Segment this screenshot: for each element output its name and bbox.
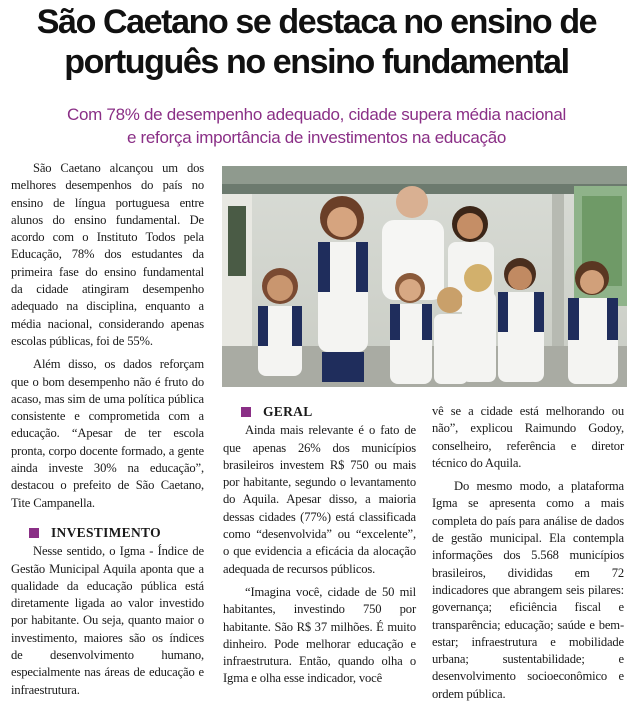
article-column-3 bbox=[432, 403, 624, 703]
paragraph: Nesse sentido, o Igma - Índice de Gestão Municipal Aquila aponta que a qualidade da educação pública está diretamente ligada ao valor investido por habitante. Ou seja, quanto maior o investimento, maiores são os índices de desenvolvimento humano, especialmente nas áreas de educação e infraestrutura. bbox=[11, 544, 204, 697]
paragraph: Ainda mais relevante é o fato de que apenas 26% dos municípios brasileiros investem R$ 750 ou mais por habitante, segundo o levantamento do Aquila. Apesar disso, a maioria dessas cidades (77%) está classificada como “desenvolvida” ou “excelente”, o que evidencia a eficácia da alocação adequada de recursos públicos. bbox=[223, 423, 416, 576]
section-square-icon bbox=[29, 528, 39, 538]
headline-line-2: português no ensino fundamental bbox=[64, 43, 569, 81]
paragraph: Além disso, os dados reforçam que o bom desempenho não é fruto do acaso, mas sim de uma política pública consistente e comprometida com a educação. “Apesar de ter escola pronta, corpo docente formado, a gente ainda investe 30% na educação”, destacou o prefeito de São Caetano, Tite Campanella. bbox=[11, 357, 204, 510]
subheadline-line-2: e reforça importância de investimentos na educação bbox=[126, 128, 507, 147]
article-column-2 bbox=[223, 403, 416, 688]
paragraph: “Imagina você, cidade de 50 mil habitantes, investindo 750 por habitante. São R$ 37 milhões. É muito dinheiro. Pode melhorar educação e infraestrutura. Então, quando olha o Igma e olha esse indicador, você bbox=[223, 584, 416, 686]
section-title: GERAL bbox=[263, 404, 313, 419]
article-column-1 bbox=[11, 160, 204, 699]
paragraph: São Caetano alcançou um dos melhores desempenhos do país no ensino de língua portuguesa entre alunos do ensino fundamental. De acordo com o Instituto Todos pela Educação, 78% dos estudantes da primeira fase do ensino fundamental da cidade atingiram desempenho adequado na disciplina, enquanto a média nacional, considerando apenas escolas públicas, foi de 55%. bbox=[11, 161, 204, 348]
article-photo bbox=[222, 166, 627, 387]
section-title: INVESTIMENTO bbox=[51, 524, 161, 540]
headline-line-1: São Caetano se destaca no ensino de bbox=[36, 3, 597, 41]
headline bbox=[0, 2, 633, 82]
section-square-icon bbox=[241, 407, 251, 417]
subheadline bbox=[0, 103, 633, 149]
section-heading-investimento bbox=[11, 524, 204, 541]
section-heading-geral bbox=[223, 403, 416, 420]
paragraph: Do mesmo modo, a plataforma Igma se apresenta como a mais completa do país para análise de dados de gestão municipal. Ela contempla informações dos 5.568 municípios brasileiros, divididas em 72 indicadores que abrangem seis pilares: governança; eficiência fiscal e transparência; educação; saúde e bem-estar; infraestrutura e mobilidade urbana; sustentabilidade; e desenvolvimento socioeconômico e ordem pública. bbox=[432, 479, 624, 701]
paragraph: vê se a cidade está melhorando ou não”, explicou Raimundo Godoy, conselheiro, referência e diretor técnico do Aquila. bbox=[432, 404, 624, 470]
subheadline-line-1: Com 78% de desempenho adequado, cidade supera média nacional bbox=[67, 105, 566, 124]
